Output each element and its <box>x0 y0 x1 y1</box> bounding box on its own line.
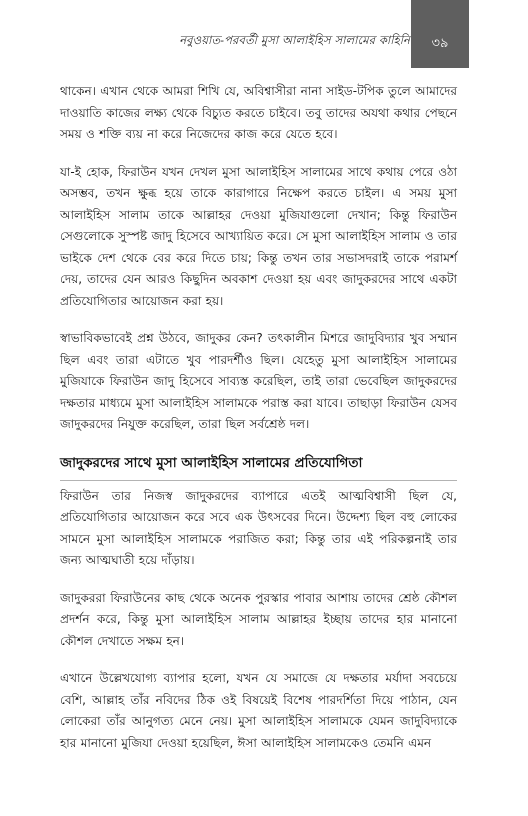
page-number: ৩৯ <box>431 36 449 51</box>
running-header: নবুওয়াত-পরবর্তী মুসা আলাইহিস সালামের কাহিনি <box>179 33 410 47</box>
page-number-tab <box>411 0 469 68</box>
page-body <box>60 81 457 770</box>
paragraph-2: যা-ই হোক, ফিরাউন যখন দেখল মুসা আলাইহিস সালামের সাথে কথায় পেরে ওঠা অসম্ভব, তখন ক্ষুব্ধ হয়ে তাকে কারাগারে নিক্ষেপ করতে চাইল। এ সময় মুসা আলাইহিস সালাম তাকে আল্লাহর দেওয়া মুজিযাগুলো দেখান; কিন্তু ফিরাউন সেগুলোকে সুস্পষ্ট জাদু হিসেবে আখ্যায়িত করে। সে মুসা আলাইহিস সালাম ও তার ভাইকে দেশ থেকে বের করে দিতে চায়; কিন্তু তখন তার সভাসদরাই তাকে পরামর্শ দেয়, তাদের যেন আরও কিছুদিন অবকাশ দেওয়া হয় এবং জাদুকরদের সাথে একটা প্রতিযোগিতার আয়োজন করা হয়। <box>60 164 457 308</box>
section-heading: জাদুকরদের সাথে মুসা আলাইহিস সালামের প্রতিযোগিতা <box>60 454 363 471</box>
paragraph-6: এখানে উল্লেখযোগ্য ব্যাপার হলো, যখন যে সমাজে যে দক্ষতার মর্যাদা সবচেয়ে বেশি, আল্লাহ তাঁর নবিদের ঠিক ওই বিষয়েই বিশেষ পারদর্শিতা দিয়ে পাঠান, যেন লোকেরা তাঁর আনুগত্য মেনে নেয়। মুসা আলাইহিস সালামকে যেমন জাদুবিদ্যাকে হার মানানো মুজিযা দেওয়া হয়েছিল, ঈসা আলাইহিস সালামকেও তেমনি এমন <box>60 671 457 750</box>
paragraph-5: জাদুকররা ফিরাউনের কাছ থেকে অনেক পুরস্কার পাবার আশায় তাদের শ্রেষ্ঠ কৌশল প্রদর্শন করে, কিন্তু মুসা আলাইহিস সালাম আল্লাহর ইচ্ছায় তাদের হার মানানো কৌশল দেখাতে সক্ষম হন। <box>60 590 457 648</box>
heading-divider <box>60 480 457 481</box>
paragraph-1: থাকেন। এখান থেকে আমরা শিখি যে, অবিশ্বাসীরা নানা সাইড-টপিক তুলে আমাদের দাওয়াতি কাজের লক্ষ্য থেকে বিচ্যুত করতে চাইবে। তবু তাদের অযথা কথার পেছনে সময় ও শক্তি ব্যয় না করে নিজেদের কাজ করে যেতে হবে। <box>60 84 457 141</box>
paragraph-3: স্বাভাবিকভাবেই প্রশ্ন উঠবে, জাদুকর কেন? তৎকালীন মিশরে জাদুবিদ্যার খুব সম্মান ছিল এবং তারা এটাতে খুব পারদর্শীও ছিল। যেহেতু মুসা আলাইহিস সালামের মুজিযাকে ফিরাউন জাদু হিসেবে সাব্যস্ত করেছিল, তাই তারা ভেবেছিল জাদুকরদের দক্ষতার মাধ্যমে মুসা আলাইহিস সালামকে পরাস্ত করা যাবে। তাছাড়া ফিরাউন যেসব জাদুকরদের নিযুক্ত করেছিল, তারা ছিল সর্বশ্রেষ্ঠ দল। <box>60 331 457 431</box>
paragraph-4: ফিরাউন তার নিজস্ব জাদুকরদের ব্যাপারে এতই আত্মবিশ্বাসী ছিল যে, প্রতিযোগিতার আয়োজন করে সবে এক উৎসবের দিনে। উদ্দেশ্য ছিল বহু লোকের সামনে মুসা আলাইহিস সালামকে পরাজিত করা; কিন্তু তার এই পরিকল্পনাই তার জন্য আত্মঘাতী হয়ে দাঁড়ায়। <box>60 488 457 567</box>
